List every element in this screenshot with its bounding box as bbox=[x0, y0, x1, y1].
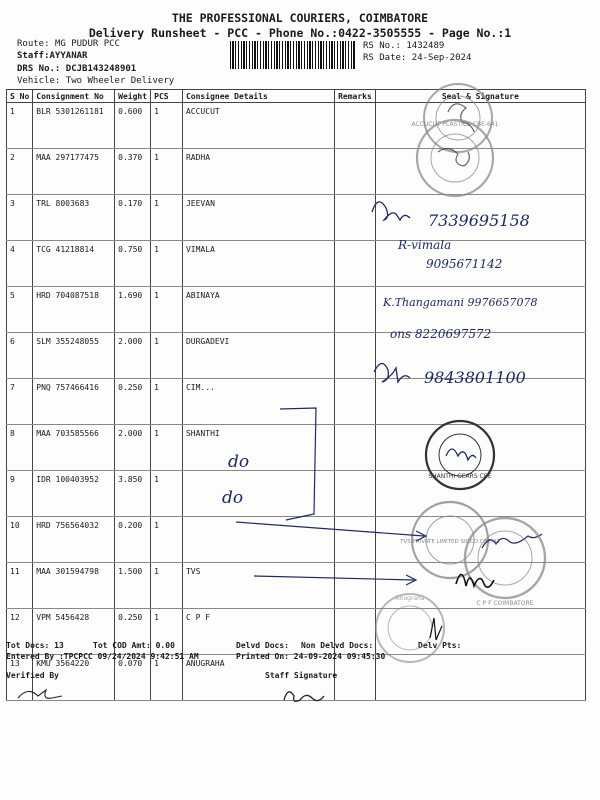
drs-line bbox=[17, 64, 136, 74]
pcs-cell: 1 bbox=[151, 425, 183, 471]
signature-cell bbox=[375, 517, 585, 563]
col-sno-header: S No bbox=[7, 90, 33, 103]
consignee-cell: SHANTHI bbox=[182, 425, 334, 471]
pcs-cell: 1 bbox=[151, 103, 183, 149]
signature-cell bbox=[375, 287, 585, 333]
verified-by-wrap bbox=[6, 671, 59, 680]
delv-pts-wrap bbox=[418, 641, 461, 650]
consignee-cell bbox=[182, 471, 334, 517]
consignee-cell: ACCUCUT bbox=[182, 103, 334, 149]
remarks-cell bbox=[335, 425, 376, 471]
col-consignee-header: Consignee Details bbox=[182, 90, 334, 103]
weight-cell: 0.170 bbox=[115, 195, 151, 241]
name-row4: R-vimala bbox=[398, 238, 452, 252]
consignee-cell: TVS bbox=[182, 563, 334, 609]
rs-no-label: RS No.: bbox=[363, 41, 401, 51]
ditto-row9: do bbox=[228, 452, 250, 472]
consignee-cell bbox=[182, 517, 334, 563]
pcs-cell: 1 bbox=[151, 517, 183, 563]
pcs-cell: 1 bbox=[151, 655, 183, 701]
consignee-cell: C P F bbox=[182, 609, 334, 655]
note-row6: ons 8220697572 bbox=[390, 327, 492, 341]
consignment-cell: IDR 100403952 bbox=[33, 471, 115, 517]
signature-cell bbox=[375, 609, 585, 655]
weight-cell: 3.850 bbox=[115, 471, 151, 517]
consignee-cell: ANUGRAHA bbox=[182, 655, 334, 701]
table-row bbox=[7, 241, 586, 287]
delvd-wrap bbox=[236, 641, 289, 650]
signature-cell bbox=[375, 655, 585, 701]
sno-cell: 3 bbox=[7, 195, 33, 241]
remarks-cell bbox=[335, 517, 376, 563]
staff-label: Staff: bbox=[17, 51, 50, 61]
consignment-cell: VPM 5456428 bbox=[33, 609, 115, 655]
pcs-cell: 1 bbox=[151, 563, 183, 609]
staff-line bbox=[17, 51, 87, 61]
sno-cell: 12 bbox=[7, 609, 33, 655]
printed-on: Printed On: 24-09-2024 09:45:30 bbox=[236, 652, 386, 661]
table-row bbox=[7, 563, 586, 609]
staff-value: AYYANAR bbox=[49, 51, 88, 61]
weight-cell: 0.600 bbox=[115, 103, 151, 149]
tot-docs: Tot Docs: 13 bbox=[6, 641, 64, 650]
vehicle-label: Vehicle: bbox=[17, 76, 61, 86]
remarks-cell bbox=[335, 471, 376, 517]
consignment-cell: HRD 756564032 bbox=[33, 517, 115, 563]
barcode bbox=[230, 41, 356, 69]
pcs-cell: 1 bbox=[151, 195, 183, 241]
consignee-cell: ABINAYA bbox=[182, 287, 334, 333]
table-row bbox=[7, 379, 586, 425]
remarks-cell bbox=[335, 379, 376, 425]
stamp-text-1: ACCUCUT PLASTICS CBE-641 bbox=[411, 121, 499, 128]
consignment-cell: MAA 297177475 bbox=[33, 149, 115, 195]
vehicle-line bbox=[17, 76, 174, 86]
col-pcs-header: PCS bbox=[151, 90, 183, 103]
remarks-cell bbox=[335, 655, 376, 701]
rs-no-line bbox=[363, 41, 444, 51]
consignment-cell: BLR 5301261181 bbox=[33, 103, 115, 149]
sno-cell: 7 bbox=[7, 379, 33, 425]
note-row5: K.Thangamani 9976657078 bbox=[383, 296, 538, 309]
vehicle-value: Two Wheeler Delivery bbox=[65, 76, 175, 86]
company-title: THE PROFESSIONAL COURIERS, COIMBATORE bbox=[171, 11, 429, 25]
table-row bbox=[7, 149, 586, 195]
table-row bbox=[7, 425, 586, 471]
table-row bbox=[7, 287, 586, 333]
weight-cell: 2.000 bbox=[115, 333, 151, 379]
pcs-cell: 1 bbox=[151, 471, 183, 517]
weight-cell: 2.000 bbox=[115, 425, 151, 471]
remarks-cell bbox=[335, 563, 376, 609]
sno-cell: 1 bbox=[7, 103, 33, 149]
weight-cell: 0.070 bbox=[115, 655, 151, 701]
tot-cod: Tot COD Amt: 0.00 bbox=[93, 641, 175, 650]
route-value: MG PUDUR PCC bbox=[54, 39, 120, 49]
sno-cell: 6 bbox=[7, 333, 33, 379]
consignment-cell: PNQ 757466416 bbox=[33, 379, 115, 425]
remarks-cell bbox=[335, 195, 376, 241]
route-label: Route: bbox=[17, 39, 50, 49]
drs-value: DCJB143248901 bbox=[65, 64, 137, 74]
weight-cell: 0.750 bbox=[115, 241, 151, 287]
stamp-text-3: TVS PRIVATE LIMITED SIDCO CBE-41 bbox=[400, 539, 500, 545]
pcs-cell: 1 bbox=[151, 287, 183, 333]
table-row bbox=[7, 103, 586, 149]
consignment-cell: SLM 355248055 bbox=[33, 333, 115, 379]
signature-cell bbox=[375, 333, 585, 379]
rs-date-line bbox=[363, 53, 471, 63]
consignee-cell: CIM... bbox=[182, 379, 334, 425]
table-row bbox=[7, 195, 586, 241]
sno-cell: 10 bbox=[7, 517, 33, 563]
remarks-cell bbox=[335, 149, 376, 195]
pcs-cell: 1 bbox=[151, 379, 183, 425]
stamp-text-4: C P F COIMBATORE bbox=[476, 600, 534, 607]
signature-cell bbox=[375, 149, 585, 195]
footer-totals bbox=[6, 641, 64, 650]
stamp-text-5: Anugraha bbox=[395, 595, 425, 602]
tot-cod-wrap bbox=[93, 641, 175, 650]
col-remarks-header: Remarks bbox=[335, 90, 376, 103]
consignment-cell: TCG 41218814 bbox=[33, 241, 115, 287]
delvd-docs: Delvd Docs: bbox=[236, 641, 289, 650]
remarks-cell bbox=[335, 103, 376, 149]
consignee-cell: DURGADEVI bbox=[182, 333, 334, 379]
non-delvd-wrap bbox=[301, 641, 373, 650]
weight-cell: 0.370 bbox=[115, 149, 151, 195]
sno-cell: 2 bbox=[7, 149, 33, 195]
signature-cell bbox=[375, 103, 585, 149]
consignment-cell: KMU 3564220 bbox=[33, 655, 115, 701]
ditto-row10: do bbox=[222, 488, 244, 508]
phone-row4: 9095671142 bbox=[426, 257, 503, 271]
runsheet-title: Delivery Runsheet - PCC - Phone No.:0422-3505555 - Page No.:1 bbox=[88, 26, 512, 40]
sno-cell: 9 bbox=[7, 471, 33, 517]
weight-cell: 0.200 bbox=[115, 517, 151, 563]
remarks-cell bbox=[335, 241, 376, 287]
sno-cell: 8 bbox=[7, 425, 33, 471]
signature-cell bbox=[375, 563, 585, 609]
signature-cell bbox=[375, 195, 585, 241]
stamp-text-2: SHANTHI GEARS CBE bbox=[428, 473, 492, 480]
sno-cell: 13 bbox=[7, 655, 33, 701]
table-row bbox=[7, 517, 586, 563]
signature-cell bbox=[375, 241, 585, 287]
consignee-cell: RADHA bbox=[182, 149, 334, 195]
weight-cell: 1.500 bbox=[115, 563, 151, 609]
consignment-cell: MAA 301594798 bbox=[33, 563, 115, 609]
phone-row3: 7339695158 bbox=[428, 211, 530, 230]
pcs-cell: 1 bbox=[151, 609, 183, 655]
runsheet-table bbox=[6, 89, 586, 701]
weight-cell: 0.250 bbox=[115, 609, 151, 655]
table-row bbox=[7, 471, 586, 517]
verified-by-label: Verified By bbox=[6, 671, 59, 680]
sno-cell: 11 bbox=[7, 563, 33, 609]
weight-cell: 1.690 bbox=[115, 287, 151, 333]
pcs-cell: 1 bbox=[151, 333, 183, 379]
entered-by-wrap bbox=[6, 652, 199, 661]
sno-cell: 5 bbox=[7, 287, 33, 333]
col-consignment-header: Consignment No bbox=[33, 90, 115, 103]
signature-cell bbox=[375, 379, 585, 425]
staff-signature-wrap bbox=[265, 671, 337, 680]
col-weight-header: Weight bbox=[115, 90, 151, 103]
col-seal-header: Seal & Signature bbox=[375, 90, 585, 103]
pcs-cell: 1 bbox=[151, 241, 183, 287]
rs-date-label: RS Date: bbox=[363, 53, 407, 63]
non-delvd-docs: Non Delvd Docs: bbox=[301, 641, 374, 650]
remarks-cell bbox=[335, 287, 376, 333]
remarks-cell bbox=[335, 333, 376, 379]
rs-no-value: 1432489 bbox=[406, 41, 445, 51]
printed-on-wrap bbox=[236, 652, 385, 661]
consignment-cell: MAA 703585566 bbox=[33, 425, 115, 471]
consignee-cell: JEEVAN bbox=[182, 195, 334, 241]
table-header-row bbox=[7, 90, 586, 103]
consignment-cell: HRD 704087518 bbox=[33, 287, 115, 333]
staff-signature-label: Staff Signature bbox=[265, 671, 338, 680]
route-line bbox=[17, 39, 120, 49]
drs-label: DRS No.: bbox=[17, 64, 61, 74]
pcs-cell: 1 bbox=[151, 149, 183, 195]
table-row bbox=[7, 333, 586, 379]
consignment-cell: TRL 8003683 bbox=[33, 195, 115, 241]
delv-pts: Delv Pts: bbox=[418, 641, 462, 650]
signature-cell bbox=[375, 471, 585, 517]
consignee-cell: VIMALA bbox=[182, 241, 334, 287]
entered-by: Entered By :TPCPCC 09/24/2024 9:42:51 AM bbox=[6, 652, 199, 661]
signature-cell bbox=[375, 425, 585, 471]
rs-date-value: 24-Sep-2024 bbox=[411, 53, 472, 63]
sno-cell: 4 bbox=[7, 241, 33, 287]
phone-row7: 9843801100 bbox=[424, 368, 526, 387]
weight-cell: 0.250 bbox=[115, 379, 151, 425]
